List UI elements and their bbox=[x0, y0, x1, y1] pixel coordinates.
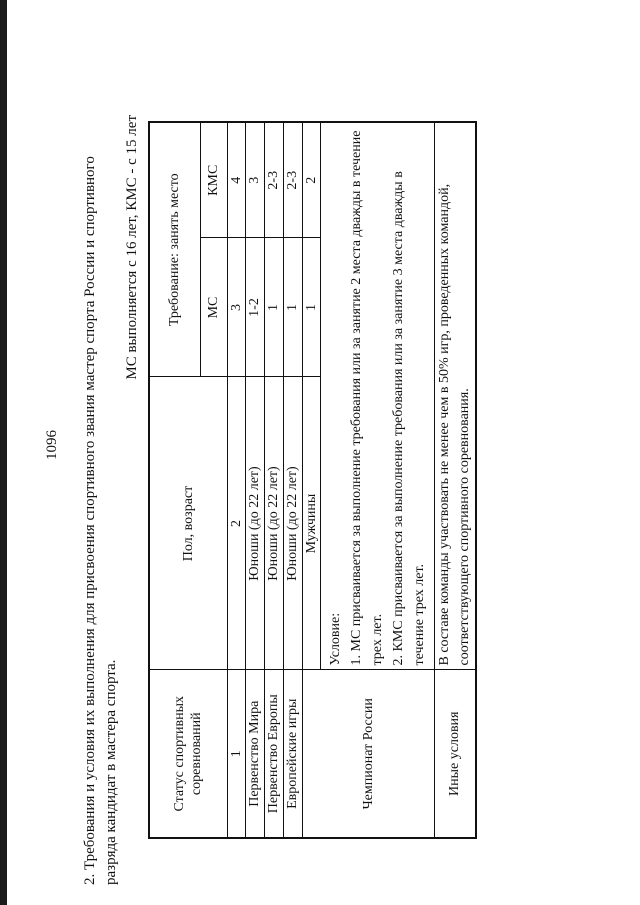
row-status: Европейские игры bbox=[283, 670, 302, 838]
header-status: Статус спортивных соревнований bbox=[149, 670, 227, 838]
other-row bbox=[434, 122, 476, 838]
row-kms: 2-3 bbox=[283, 122, 302, 238]
row-kms: 3 bbox=[245, 122, 264, 238]
page-number: 1096 bbox=[44, 430, 60, 460]
header-ms: МС bbox=[200, 238, 227, 377]
championship-conditions bbox=[320, 122, 434, 670]
header-kms: КМС bbox=[200, 122, 227, 238]
championship-row bbox=[302, 122, 320, 838]
header-requirement: Требование: занять место bbox=[149, 122, 200, 377]
row-status: Первенство Европы bbox=[264, 670, 283, 838]
row-ms: 1 bbox=[283, 238, 302, 377]
column-number-row bbox=[227, 122, 245, 838]
column-number-1: 1 bbox=[227, 670, 245, 838]
other-text: В составе команды участвовать не менее чем в 50% игр, проведенных командой, соответствующего спортивного соревнования. bbox=[434, 122, 476, 670]
row-ms: 1-2 bbox=[245, 238, 264, 377]
row-gender-age: Юноши (до 22 лет) bbox=[245, 377, 264, 670]
championship-kms: 2 bbox=[302, 122, 320, 238]
condition-item: 2. КМС присваивается за выполнение требования или за занятие 3 места дважды в течение трех лет. bbox=[390, 171, 427, 666]
condition-item: 1. МС присваивается за выполнение требования или за занятие 2 места дважды в течение трех лет. bbox=[348, 130, 385, 666]
championship-status: Чемпионат России bbox=[302, 670, 434, 838]
section-title: 2. Требования и условия их выполнения для присвоения спортивного звания мастер спорта России и спортивного разряда кандидат в мастера спорта. bbox=[82, 156, 119, 885]
other-label: Иные условия bbox=[434, 670, 476, 838]
age-note: МС выполняется с 16 лет, КМС - с 15 лет bbox=[124, 115, 140, 380]
row-kms: 2-3 bbox=[264, 122, 283, 238]
table-row bbox=[245, 122, 264, 838]
row-status: Первенство Мира bbox=[245, 670, 264, 838]
row-gender-age: Юноши (до 22 лет) bbox=[264, 377, 283, 670]
column-number-3: 3 bbox=[227, 238, 245, 377]
header-gender-age: Пол, возраст bbox=[149, 377, 227, 670]
table-row bbox=[264, 122, 283, 838]
table-row bbox=[283, 122, 302, 838]
row-ms: 1 bbox=[264, 238, 283, 377]
condition-title: Условие: bbox=[327, 612, 343, 666]
championship-gender-age: Мужчины bbox=[302, 377, 320, 670]
row-gender-age: Юноши (до 22 лет) bbox=[283, 377, 302, 670]
requirements-table bbox=[148, 121, 477, 839]
header-row bbox=[149, 122, 200, 838]
column-number-4: 4 bbox=[227, 122, 245, 238]
column-number-2: 2 bbox=[227, 377, 245, 670]
championship-ms: 1 bbox=[302, 238, 320, 377]
